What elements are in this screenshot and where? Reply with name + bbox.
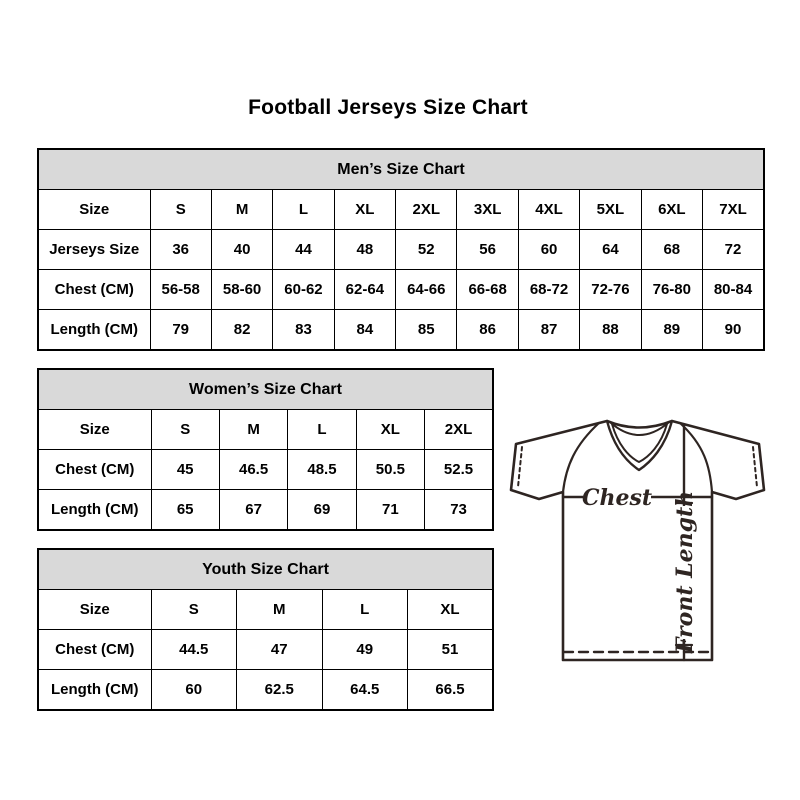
data-cell: 3XL — [457, 190, 518, 230]
data-cell: 67 — [219, 490, 287, 531]
table-title-row — [38, 369, 493, 410]
data-cell: 45 — [151, 450, 219, 490]
data-cell: 51 — [408, 630, 494, 670]
row-header-cell: Chest (CM) — [38, 450, 151, 490]
data-cell: 72 — [703, 230, 764, 270]
data-cell: S — [151, 590, 237, 630]
page-title: Football Jerseys Size Chart — [248, 96, 528, 119]
table-row — [38, 450, 493, 490]
mens-size-table — [37, 148, 765, 351]
row-header-cell: Length (CM) — [38, 490, 151, 531]
table-title-row — [38, 549, 493, 590]
data-cell: XL — [334, 190, 395, 230]
data-cell: 83 — [273, 310, 334, 351]
data-cell: 49 — [322, 630, 408, 670]
data-cell: 7XL — [703, 190, 764, 230]
data-cell: 5XL — [580, 190, 641, 230]
data-cell: 2XL — [396, 190, 457, 230]
table-row — [38, 310, 764, 351]
data-cell: 85 — [396, 310, 457, 351]
chest-label: Chest — [581, 485, 653, 511]
table-row — [38, 490, 493, 531]
data-cell: 90 — [703, 310, 764, 351]
data-cell: 66.5 — [408, 670, 494, 711]
data-cell: 87 — [518, 310, 579, 351]
data-cell: 88 — [580, 310, 641, 351]
jersey-outline — [511, 421, 764, 660]
data-cell: 73 — [425, 490, 493, 531]
womens-size-table — [37, 368, 494, 531]
jersey-measurement-diagram — [500, 405, 775, 675]
data-cell: 4XL — [518, 190, 579, 230]
data-cell: 64.5 — [322, 670, 408, 711]
data-cell: XL — [356, 410, 424, 450]
data-cell: M — [219, 410, 287, 450]
data-cell: 44.5 — [151, 630, 237, 670]
data-cell: 64-66 — [396, 270, 457, 310]
data-cell: S — [151, 410, 219, 450]
row-header-cell: Size — [38, 590, 151, 630]
data-cell: 71 — [356, 490, 424, 531]
data-cell: 89 — [641, 310, 702, 351]
data-cell: 64 — [580, 230, 641, 270]
row-header-cell: Chest (CM) — [38, 270, 150, 310]
data-cell: M — [211, 190, 272, 230]
data-cell: 58-60 — [211, 270, 272, 310]
table-row — [38, 670, 493, 711]
data-cell: 62-64 — [334, 270, 395, 310]
data-cell: 76-80 — [641, 270, 702, 310]
data-cell: 86 — [457, 310, 518, 351]
table-row — [38, 630, 493, 670]
mens-size-table-title: Men’s Size Chart — [38, 149, 764, 190]
data-cell: 50.5 — [356, 450, 424, 490]
womens-size-table-title: Women’s Size Chart — [38, 369, 493, 410]
row-header-cell: Length (CM) — [38, 310, 150, 351]
data-cell: 52.5 — [425, 450, 493, 490]
data-cell: 84 — [334, 310, 395, 351]
row-header-cell: Jerseys Size — [38, 230, 150, 270]
front-length-label: Front Length — [672, 490, 698, 654]
table-row — [38, 270, 764, 310]
table-row — [38, 590, 493, 630]
data-cell: 56-58 — [150, 270, 211, 310]
data-cell: 36 — [150, 230, 211, 270]
data-cell: M — [237, 590, 323, 630]
row-header-cell: Chest (CM) — [38, 630, 151, 670]
data-cell: 72-76 — [580, 270, 641, 310]
data-cell: 48.5 — [288, 450, 356, 490]
data-cell: 60 — [518, 230, 579, 270]
data-cell: 6XL — [641, 190, 702, 230]
table-title-row — [38, 149, 764, 190]
data-cell: 2XL — [425, 410, 493, 450]
data-cell: L — [322, 590, 408, 630]
row-header-cell: Size — [38, 190, 150, 230]
data-cell: 62.5 — [237, 670, 323, 711]
data-cell: 68-72 — [518, 270, 579, 310]
data-cell: 66-68 — [457, 270, 518, 310]
data-cell: 82 — [211, 310, 272, 351]
data-cell: XL — [408, 590, 494, 630]
row-header-cell: Size — [38, 410, 151, 450]
data-cell: L — [273, 190, 334, 230]
data-cell: 60 — [151, 670, 237, 711]
data-cell: S — [150, 190, 211, 230]
table-row — [38, 410, 493, 450]
data-cell: 69 — [288, 490, 356, 531]
youth-size-table — [37, 548, 494, 711]
data-cell: 47 — [237, 630, 323, 670]
youth-size-table-title: Youth Size Chart — [38, 549, 493, 590]
table-row — [38, 230, 764, 270]
data-cell: 40 — [211, 230, 272, 270]
data-cell: 44 — [273, 230, 334, 270]
data-cell: 68 — [641, 230, 702, 270]
row-header-cell: Length (CM) — [38, 670, 151, 711]
data-cell: 52 — [396, 230, 457, 270]
data-cell: 65 — [151, 490, 219, 531]
data-cell: 56 — [457, 230, 518, 270]
data-cell: L — [288, 410, 356, 450]
data-cell: 48 — [334, 230, 395, 270]
data-cell: 79 — [150, 310, 211, 351]
data-cell: 60-62 — [273, 270, 334, 310]
data-cell: 80-84 — [703, 270, 764, 310]
data-cell: 46.5 — [219, 450, 287, 490]
table-row — [38, 190, 764, 230]
